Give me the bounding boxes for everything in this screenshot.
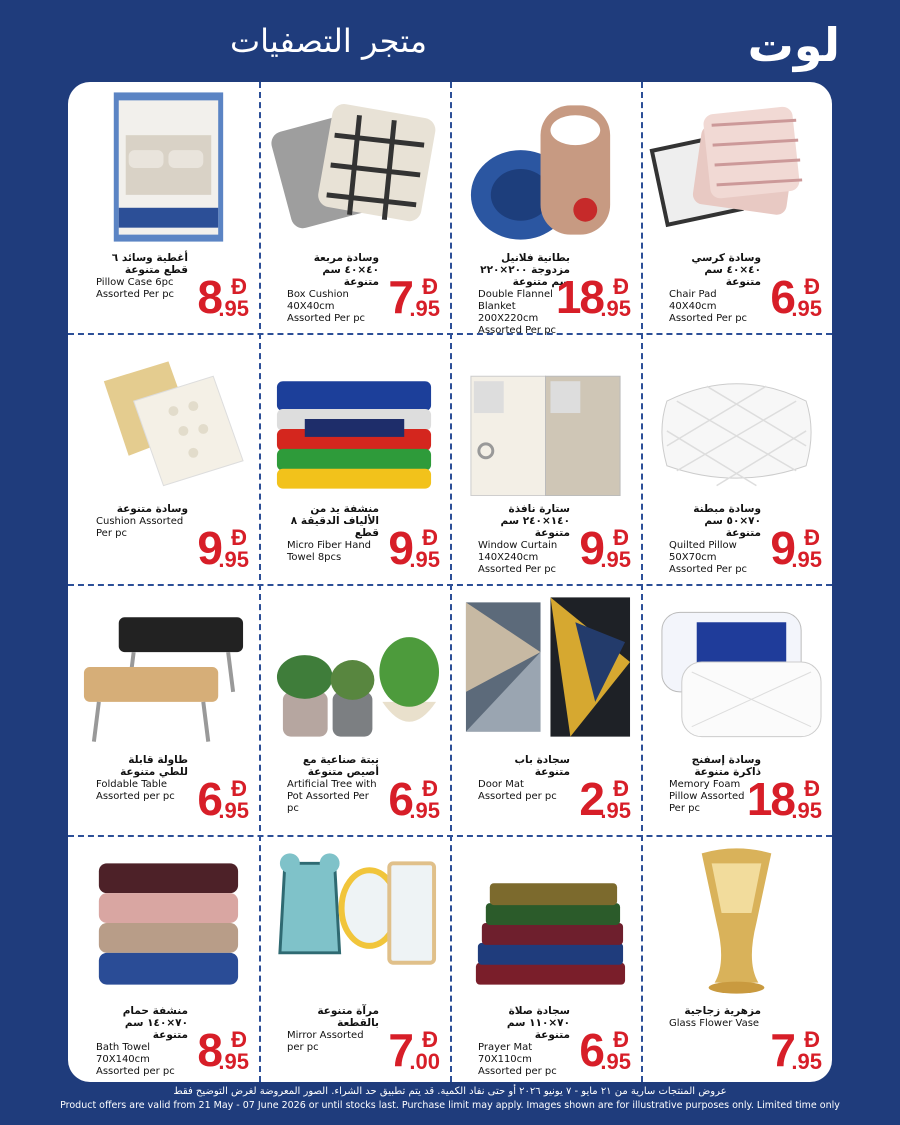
price-tag	[561, 522, 631, 585]
price-decimal: .95	[600, 547, 631, 572]
product-card[interactable]	[450, 82, 641, 336]
product-name-en: Artificial Tree with Pot Assorted Per pc	[287, 779, 377, 814]
product-info	[96, 503, 188, 540]
product-image-door-mats	[456, 592, 635, 747]
price-tag	[179, 271, 249, 334]
product-card[interactable]	[259, 333, 450, 584]
product-name-ar: مرآة متنوعة بالقطعة	[317, 1005, 379, 1029]
price-integer: 9	[197, 522, 221, 574]
price-tag	[179, 522, 249, 585]
price-integer: 6	[770, 271, 794, 323]
price-tag	[179, 773, 249, 836]
product-info	[96, 252, 188, 301]
price-tag	[370, 522, 440, 585]
product-name-ar: منشفة حمام ٧٠×١٤٠ سم متنوعة	[122, 1005, 188, 1041]
product-grid	[68, 82, 832, 1082]
page-title: متجر التصفيات	[230, 22, 428, 60]
price-integer: 7	[770, 1024, 794, 1076]
currency-symbol: Đ	[804, 274, 820, 299]
product-name-ar: طاولة قابلة للطي متنوعة	[120, 754, 188, 778]
footer	[0, 1085, 900, 1113]
product-image-artificial-plants	[265, 592, 444, 747]
price-tag	[561, 1024, 631, 1082]
product-name-en: Pillow Case 6pc Assorted Per pc	[96, 277, 175, 300]
price-decimal: .95	[218, 1049, 249, 1074]
product-name-en: Quilted Pillow 50X70cm Assorted Per pc	[669, 540, 748, 575]
price-tag	[370, 1024, 440, 1082]
product-image-flannel-blanket	[456, 90, 635, 245]
currency-symbol: Đ	[422, 1027, 438, 1052]
footer-note-en: Product offers are valid from 21 May - 07 June 2026 or until stocks last. Purchase limit may apply. Images shown are for illustrative purposes only. Limited time only	[60, 1100, 840, 1111]
product-info	[478, 1005, 570, 1078]
currency-symbol: Đ	[231, 525, 247, 550]
price-integer: 18	[555, 271, 603, 323]
product-info	[287, 1005, 379, 1054]
currency-symbol: Đ	[613, 525, 629, 550]
header	[0, 0, 900, 80]
price-integer: 2	[579, 773, 603, 825]
product-name-ar: ستارة نافذة ١٤٠×٢٤٠ سم متنوعة	[500, 503, 570, 539]
product-name-en: Mirror Assorted per pc	[287, 1030, 364, 1053]
product-image-pillow-case-set	[74, 90, 253, 245]
price-decimal: .95	[409, 798, 440, 823]
product-name-en: Bath Towel 70X140cm Assorted per pc	[96, 1042, 175, 1077]
product-card[interactable]	[450, 333, 641, 584]
price-integer: 6	[388, 773, 412, 825]
product-name-ar: سجادة باب متنوعة	[514, 754, 570, 778]
product-image-memory-foam-pillow	[647, 592, 826, 747]
product-card[interactable]	[641, 333, 832, 584]
product-info	[96, 1005, 188, 1078]
product-info	[669, 503, 761, 576]
product-name-ar: وسادة كرسي ٤٠×٤٠ سم متنوعة	[691, 252, 761, 288]
product-name-ar: منشفة يد من الألياف الدقيقة ٨ قطع	[290, 503, 379, 539]
currency-symbol: Đ	[231, 1027, 247, 1052]
product-name-en: Window Curtain 140X240cm Assorted Per pc	[478, 540, 558, 575]
price-tag	[179, 1024, 249, 1082]
product-card[interactable]	[259, 584, 450, 835]
product-name-en: Cushion Assorted Per pc	[96, 516, 184, 539]
price-decimal: .95	[409, 547, 440, 572]
price-decimal: .95	[409, 296, 440, 321]
price-integer: 18	[746, 773, 794, 825]
price-tag	[555, 271, 631, 334]
product-panel	[68, 82, 832, 1082]
price-integer: 8	[197, 271, 221, 323]
currency-symbol: Đ	[422, 525, 438, 550]
price-tag	[752, 271, 822, 334]
product-info	[287, 754, 379, 815]
price-integer: 9	[770, 522, 794, 574]
product-info	[96, 754, 188, 803]
price-tag	[561, 773, 631, 836]
product-info	[287, 252, 379, 325]
product-card[interactable]	[68, 835, 259, 1082]
price-integer: 7	[388, 1024, 412, 1076]
product-image-microfiber-towels	[265, 341, 444, 496]
price-integer: 8	[197, 1024, 221, 1076]
product-info	[669, 252, 761, 325]
currency-symbol: Đ	[613, 1027, 629, 1052]
currency-symbol: Đ	[231, 776, 247, 801]
price-integer: 6	[197, 773, 221, 825]
brand-logo: لوت	[747, 18, 840, 72]
price-decimal: .95	[791, 798, 822, 823]
product-name-en: Micro Fiber Hand Towel 8pcs	[287, 540, 372, 563]
price-tag	[752, 522, 822, 585]
product-image-window-curtain	[456, 341, 635, 496]
product-image-box-cushion	[265, 90, 444, 245]
product-name-ar: وسادة إسفنج ذاكرة متنوعة	[691, 754, 761, 778]
price-integer: 7	[388, 271, 412, 323]
product-name-en: Chair Pad 40X40cm Assorted Per pc	[669, 289, 748, 324]
currency-symbol: Đ	[804, 1027, 820, 1052]
product-image-bath-towels	[74, 843, 253, 998]
price-tag	[370, 271, 440, 334]
product-image-chair-pad	[647, 90, 826, 245]
product-card[interactable]	[450, 584, 641, 835]
product-card[interactable]	[450, 835, 641, 1082]
product-card[interactable]	[641, 835, 832, 1082]
price-integer: 9	[388, 522, 412, 574]
price-integer: 6	[579, 1024, 603, 1076]
product-name-ar: مزهرية زجاجية	[684, 1005, 761, 1017]
currency-symbol: Đ	[422, 274, 438, 299]
price-decimal: .95	[218, 296, 249, 321]
product-image-glass-vase	[647, 843, 826, 998]
product-info	[669, 1005, 761, 1030]
product-name-en: Memory Foam Pillow Assorted Per pc	[669, 779, 745, 814]
product-info	[287, 503, 379, 564]
price-decimal: .95	[600, 1049, 631, 1074]
price-decimal: .95	[791, 296, 822, 321]
currency-symbol: Đ	[231, 274, 247, 299]
price-decimal: .95	[218, 798, 249, 823]
product-image-foldable-tables	[74, 592, 253, 747]
product-image-mirrors	[265, 843, 444, 998]
product-card[interactable]	[68, 584, 259, 835]
product-image-cushions	[74, 341, 253, 496]
price-decimal: .95	[600, 296, 631, 321]
product-name-ar: وسادة متنوعة	[116, 503, 188, 515]
price-decimal: .95	[791, 1049, 822, 1074]
price-tag	[746, 773, 822, 836]
price-integer: 9	[579, 522, 603, 574]
product-name-en: Foldable Table Assorted per pc	[96, 779, 175, 802]
currency-symbol: Đ	[804, 776, 820, 801]
product-name-en: Prayer Mat 70X110cm Assorted per pc	[478, 1042, 557, 1077]
price-decimal: .95	[791, 547, 822, 572]
product-name-en: Door Mat Assorted per pc	[478, 779, 557, 802]
product-card[interactable]	[641, 82, 832, 333]
product-card[interactable]	[641, 584, 832, 835]
product-card[interactable]	[68, 333, 259, 584]
product-name-en: Box Cushion 40X40cm Assorted Per pc	[287, 289, 366, 324]
price-decimal: .95	[600, 798, 631, 823]
product-card[interactable]	[259, 835, 450, 1082]
product-name-en: Glass Flower Vase	[669, 1018, 760, 1029]
product-name-ar: وسادة مبطنة ٧٠×٥٠ سم متنوعة	[693, 503, 761, 539]
price-decimal: .95	[218, 547, 249, 572]
product-name-ar: سجادة صلاة ٧٠×١١٠ سم متنوعة	[506, 1005, 570, 1041]
currency-symbol: Đ	[613, 274, 629, 299]
product-name-ar: أغطية وسائد ٦ قطع متنوعة	[111, 252, 188, 276]
price-decimal: .00	[409, 1049, 440, 1074]
product-name-ar: نبتة صناعية مع أصيص متنوعة	[302, 754, 379, 778]
product-info	[478, 503, 570, 576]
price-tag	[370, 773, 440, 836]
currency-symbol: Đ	[422, 776, 438, 801]
currency-symbol: Đ	[804, 525, 820, 550]
product-name-ar: بطانية فلانيل مزدوجة ٢٠٠×٢٢٠ سم متنوعة	[480, 252, 570, 288]
product-card[interactable]	[68, 82, 259, 333]
product-info	[478, 754, 570, 803]
product-card[interactable]	[259, 82, 450, 333]
product-image-quilted-pillow	[647, 341, 826, 496]
product-name-ar: وسادة مربعة ٤٠×٤٠ سم متنوعة	[313, 252, 379, 288]
product-name-en: Double Flannel Blanket 200X220cm Assorted Per pc	[478, 289, 557, 336]
currency-symbol: Đ	[613, 776, 629, 801]
price-tag	[752, 1024, 822, 1082]
product-image-prayer-mats	[456, 843, 635, 998]
footer-note-ar: عروض المنتجات سارية من ٢١ مايو - ٧ يونيو ٢٠٢٦ أو حتى نفاد الكمية. قد يتم تطبيق حد الشراء. الصور المعروضة لغرض التوضيح فقط	[173, 1086, 727, 1097]
